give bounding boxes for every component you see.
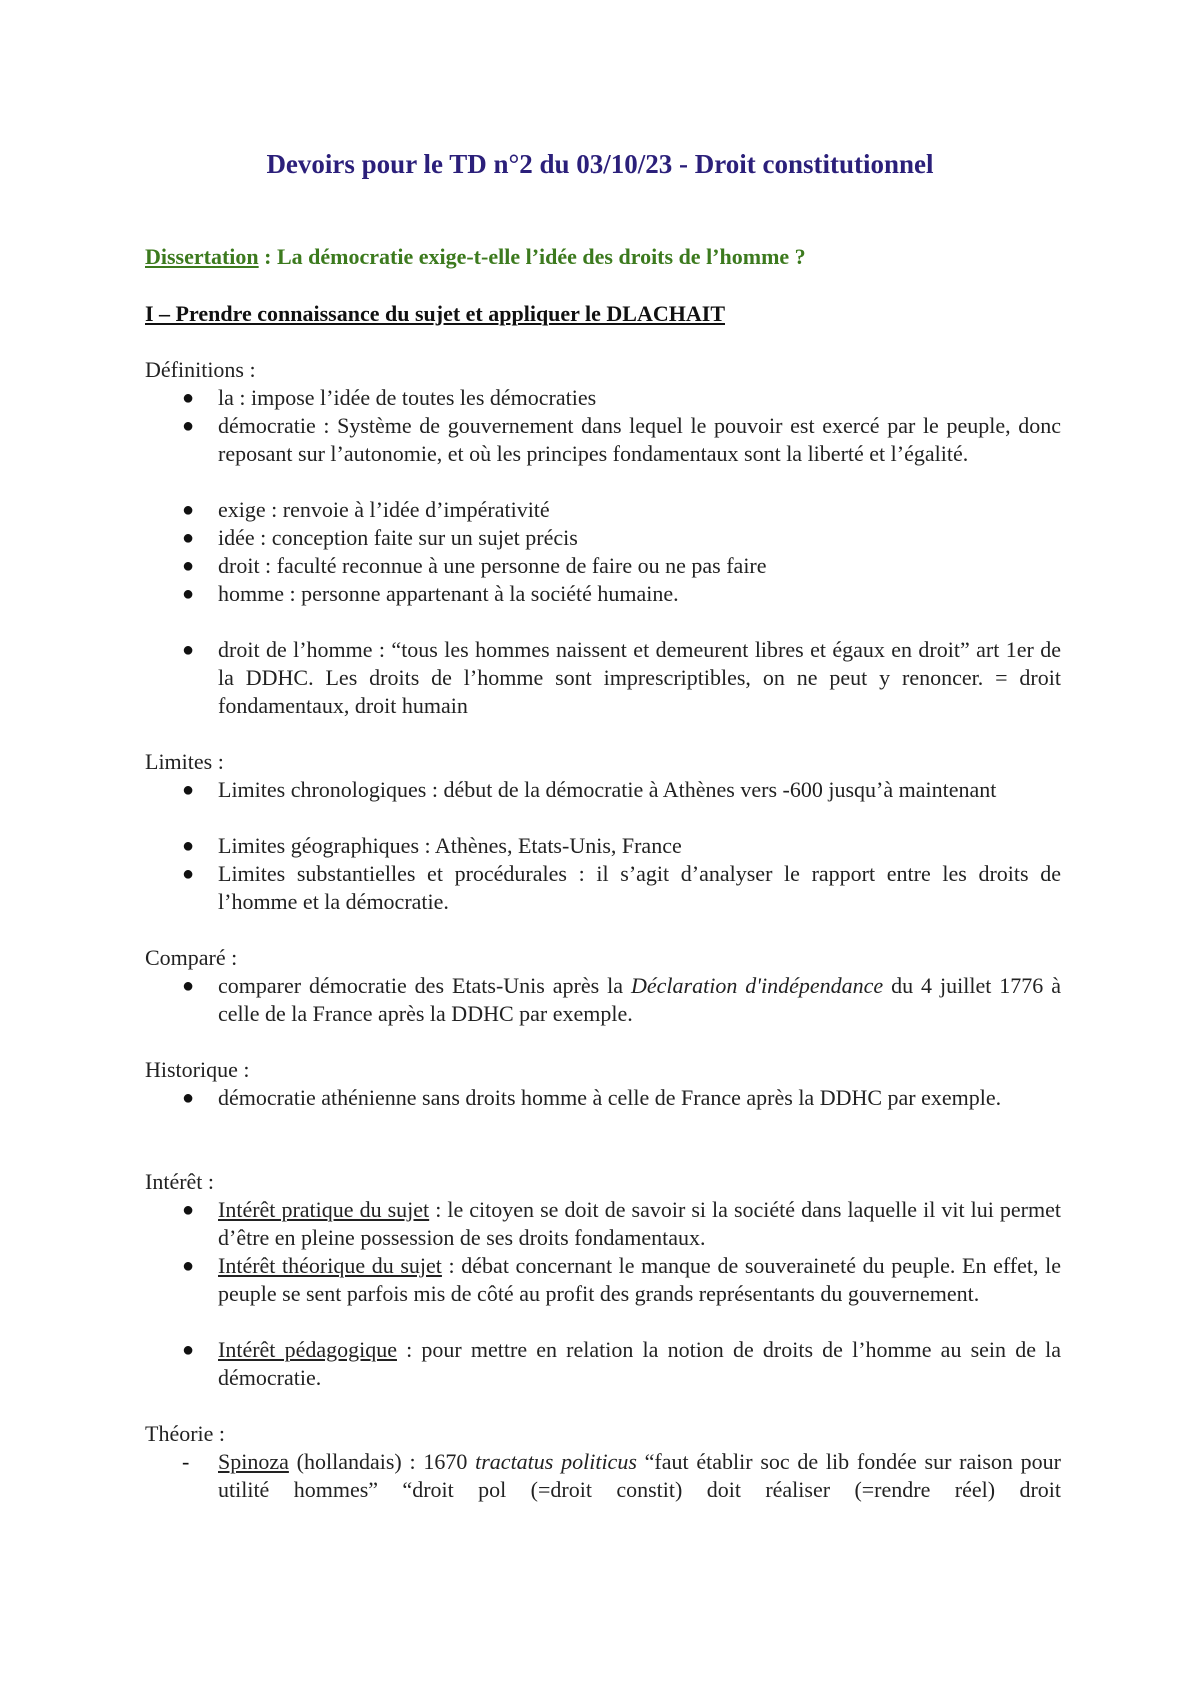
interet-item-text: : débat concernant le manque de souveraineté du peuple. En effet, le peuple se sent parfois mis de côté au profit des grands représentants du gouvernement. [218,1253,1061,1306]
interet-item-label: Intérêt pratique du sujet [218,1197,430,1222]
dissertation-label: Dissertation [145,244,259,269]
bullet-icon: ● [182,415,195,437]
limites-item: Limites substantielles et procédurales : il s’agit d’analyser le rapport entre les droits de l’homme et la démocratie. [218,861,1061,914]
theorie-text-a: (hollandais) : 1670 [288,1449,476,1474]
bullet-icon: ● [182,1087,195,1109]
interet-item-label: Intérêt pédagogique [218,1337,397,1362]
definition-item: homme : personne appartenant à la société humaine. [218,581,679,606]
bullet-icon: ● [182,555,195,577]
part-heading: I – Prendre connaissance du sujet et appliquer le DLACHAIT [145,301,725,326]
bullet-icon: ● [182,835,195,857]
limites-item: Limites géographiques : Athènes, Etats-Unis, France [218,833,682,858]
dissertation-line [145,243,806,271]
bullet-icon: ● [182,975,195,997]
bullet-icon: ● [182,527,195,549]
definition-item: démocratie : Système de gouvernement dans lequel le pouvoir est exercé par le peuple, donc reposant sur l’autonomie, et où les principes fondamentaux sont la liberté et l’égalité. [218,413,1061,466]
interet-item [218,1196,1061,1252]
theorie-heading: Théorie : [145,1421,226,1446]
bullet-icon: ● [182,583,195,605]
compare-item [218,972,1061,1028]
bullet-icon: ● [182,387,195,409]
definitions-heading: Définitions : [145,357,256,382]
definition-item: la : impose l’idée de toutes les démocraties [218,385,597,410]
compare-heading: Comparé : [145,945,238,970]
compare-text-after: du 4 juillet 1776 à celle de la France après la DDHC par exemple. [218,973,1062,1026]
limites-item: Limites chronologiques : début de la démocratie à Athènes vers -600 jusqu’à maintenant [218,777,997,802]
interet-item-text: : le citoyen se doit de savoir si la société dans laquelle il vit lui permet d’être en pleine possession de ses droits fondamentaux. [218,1197,1061,1250]
bullet-icon: ● [182,1255,195,1277]
theorie-author: Spinoza [218,1449,289,1474]
compare-italic-title: Déclaration d'indépendance [631,973,884,998]
interet-item [218,1336,1061,1392]
interet-item [218,1252,1061,1308]
bullet-icon: ● [182,1199,195,1221]
theorie-work-title: tractatus politicus [475,1449,637,1474]
bullet-icon: ● [182,499,195,521]
bullet-icon: ● [182,639,195,661]
limites-heading: Limites : [145,749,224,774]
interet-item-text: : pour mettre en relation la notion de droits de l’homme au sein de la démocratie. [218,1337,1062,1390]
definition-item: exige : renvoie à l’idée d’impérativité [218,497,550,522]
historique-heading: Historique : [145,1057,250,1082]
theorie-text-b: “faut établir soc de lib fondée sur raison pour utilité hommes” “droit pol (=droit constit) doit réaliser (=rendre réel) droit [218,1449,1061,1502]
interet-heading: Intérêt : [145,1169,215,1194]
bullet-icon: ● [182,779,195,801]
dissertation-subject: : La démocratie exige-t-elle l’idée des droits de l’homme ? [258,244,806,269]
compare-text-before: comparer démocratie des Etats-Unis après la [218,973,631,998]
historique-item: démocratie athénienne sans droits homme à celle de France après la DDHC par exemple. [218,1085,1002,1110]
theorie-item [218,1448,1061,1504]
bullet-icon: ● [182,1339,195,1361]
interet-item-label: Intérêt théorique du sujet [218,1253,442,1278]
bullet-icon: ● [182,863,195,885]
definition-item: idée : conception faite sur un sujet précis [218,525,578,550]
definition-item: droit : faculté reconnue à une personne de faire ou ne pas faire [218,553,767,578]
dash-marker: - [182,1449,190,1474]
document-title: Devoirs pour le TD n°2 du 03/10/23 - Droit constitutionnel [266,149,934,179]
definition-item: droit de l’homme : “tous les hommes naissent et demeurent libres et égaux en droit” art 1er de la DDHC. Les droits de l’homme sont imprescriptibles, on ne peut y renoncer. = droit fondamentaux, droit humain [218,637,1061,718]
